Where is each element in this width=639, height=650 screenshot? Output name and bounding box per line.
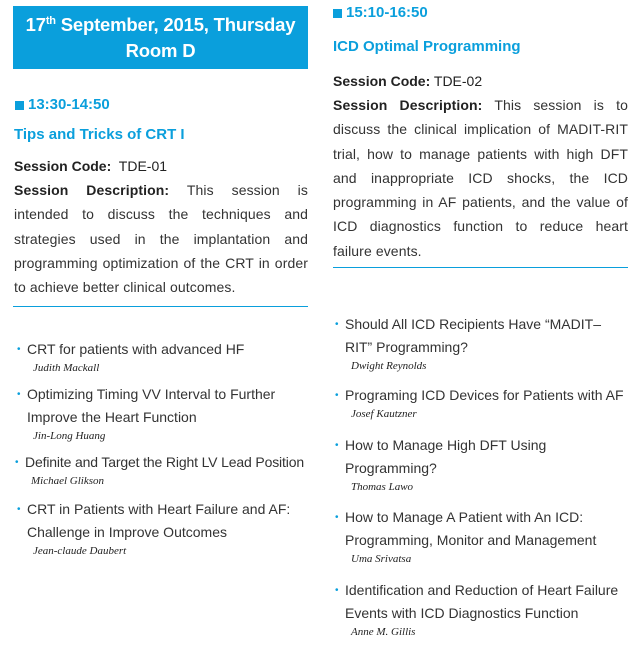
square-bullet-icon [333,9,342,18]
dot-bullet-icon: • [335,440,339,451]
topic-item: • Programing ICD Devices for Patients with AF Josef Kautzner [335,384,628,421]
session-title: Tips and Tricks of CRT I [14,126,185,143]
topic-item: • How to Manage A Patient with An ICD: Programming, Monitor and Management Uma Srivatsa [335,506,628,566]
speaker-name: Jin-Long Huang [33,430,106,442]
speaker-name: Jean-claude Daubert [33,545,127,557]
speaker-name: Dwight Reynolds [351,360,427,372]
topic-item: • How to Manage High DFT Using Programming? Thomas Lawo [335,434,575,494]
topic-item: • CRT in Patients with Heart Failure and AF: Challenge in Improve Outcomes Jean-claude Daubert [17,498,307,558]
square-bullet-icon [15,101,24,110]
topic-item: • Definite and Target the Right LV Lead Position Michael Glikson [15,451,315,488]
topic-item: • Identification and Reduction of Heart Failure Events with ICD Diagnostics Function Anne M. Gillis [335,579,628,639]
topic-item: • Should All ICD Recipients Have “MADIT–RIT” Programming? Dwight Reynolds [335,313,628,373]
dot-bullet-icon: • [15,457,19,468]
speaker-name: Michael Glikson [31,475,105,487]
speaker-name: Anne M. Gillis [351,626,416,638]
section-divider [333,267,628,268]
dot-bullet-icon: • [335,319,339,330]
dot-bullet-icon: • [17,344,21,355]
session-description: Session Description: This session is to discuss the clinical implication of MADIT-RIT trial, how to manage patients with high DFT and inappropriate ICD shocks, the ICD programming in AF patients, and the value of ICD diagnostics function to reduce heart failure events. [333,97,628,259]
speaker-name: Uma Srivatsa [351,553,412,565]
section-divider [13,306,308,307]
topic-item: • CRT for patients with advanced HF Judith Mackall [17,338,307,375]
banner-date: 17th September, 2015, Thursday [25,14,296,35]
session-description: Session Description: This session is intended to discuss the techniques and strategies used in the implantation and programming optimization of the CRT in order to achieve better clinical outcomes. [14,182,308,296]
speaker-name: Judith Mackall [33,362,100,374]
day-banner [13,6,308,69]
session-code: Session Code: TDE-01 [14,158,168,174]
session-time: 15:10-16:50 [333,3,428,23]
speaker-name: Thomas Lawo [351,481,414,493]
dot-bullet-icon: • [335,585,339,596]
speaker-name: Josef Kautzner [351,408,417,420]
dot-bullet-icon: • [17,389,21,400]
dot-bullet-icon: • [335,390,339,401]
topic-item: • Optimizing Timing VV Interval to Further Improve the Heart Function Jin-Long Huang [17,383,307,443]
session-code: Session Code: TDE-02 [333,73,483,89]
session-title: ICD Optimal Programming [333,38,521,55]
banner-room: Room D [125,40,196,61]
dot-bullet-icon: • [17,504,21,515]
session-time: 13:30-14:50 [15,95,110,115]
dot-bullet-icon: • [335,512,339,523]
